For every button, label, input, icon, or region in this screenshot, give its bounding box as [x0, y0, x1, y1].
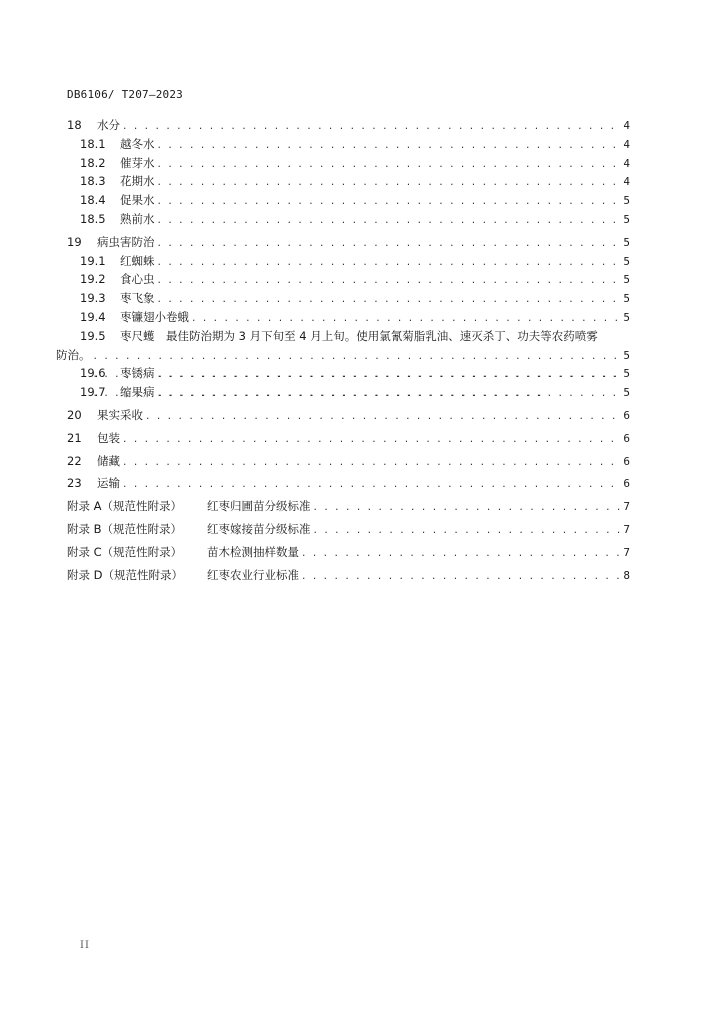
toc-entry-18-5[interactable]: [67, 210, 630, 229]
toc-title: 枣飞象: [120, 291, 155, 306]
toc-leader: [157, 212, 622, 231]
toc-title: 苗木检测抽样数量: [207, 544, 299, 559]
toc-number: 附录 D（规范性附录）: [67, 567, 184, 582]
toc-leader: [122, 431, 621, 450]
toc-title: 果实采收: [97, 407, 143, 422]
toc-entry-appendix-d[interactable]: [67, 566, 630, 585]
toc-number: 22: [67, 453, 82, 468]
toc-title: 运输: [97, 476, 120, 491]
toc-page: 5: [623, 348, 630, 362]
toc-page: 6: [623, 431, 630, 445]
toc-page: 4: [623, 156, 630, 170]
toc-entry-18-1[interactable]: [67, 135, 630, 154]
toc-leader: [145, 408, 621, 427]
toc-title: 熟前水: [120, 211, 155, 226]
toc-title: 缩果病: [120, 385, 155, 400]
toc-page: 5: [623, 367, 630, 381]
toc-title: 催芽水: [120, 155, 155, 170]
toc-title: 红蜘蛛: [120, 253, 155, 268]
toc-entry-19-7[interactable]: [67, 383, 630, 402]
toc-title: 越冬水: [120, 136, 155, 151]
toc-entry-22[interactable]: [67, 452, 630, 471]
toc-page: 6: [623, 477, 630, 491]
toc-title: 枣镰翅小卷蛾: [120, 309, 189, 324]
toc-page: 7: [623, 500, 630, 514]
toc-number: 19.4: [80, 309, 106, 324]
toc-number: 18.1: [80, 136, 106, 151]
footer-page-number: II: [80, 940, 90, 951]
toc-page: 5: [623, 235, 630, 249]
toc-title: 促果水: [120, 193, 155, 208]
toc-entry-19-6[interactable]: [67, 364, 630, 383]
toc-number: 18.3: [80, 174, 106, 189]
toc-page: 7: [623, 522, 630, 536]
toc-title: 食心虫: [120, 272, 155, 287]
toc-number: 19.5: [80, 328, 106, 343]
toc-leader: [191, 310, 621, 329]
toc-page: 5: [623, 292, 630, 306]
toc-leader: [122, 118, 621, 137]
toc-number: 23: [67, 476, 82, 491]
doc-code: DB6106/ T207—2023: [67, 88, 183, 101]
toc-entry-20[interactable]: [67, 406, 630, 425]
toc-leader: [157, 193, 622, 212]
toc-title: 枣尺蠖 最佳防治期为 3 月下旬至 4 月上旬。使用氯氰菊脂乳油、速灭杀丁、功夫等农药喷雾: [120, 328, 598, 343]
toc-number: 18.2: [80, 155, 106, 170]
toc-page: 5: [623, 194, 630, 208]
toc-entry-18-3[interactable]: [67, 172, 630, 191]
toc-entry-18-4[interactable]: [67, 191, 630, 210]
toc-leader: [157, 235, 622, 254]
toc-number: 18.4: [80, 193, 106, 208]
toc-page: 8: [623, 568, 630, 582]
toc-entry-19-4[interactable]: [67, 308, 630, 327]
toc-number: 附录 B（规范性附录）: [67, 521, 183, 536]
toc-number: 19.7: [80, 385, 106, 400]
toc-number: 19.3: [80, 291, 106, 306]
toc-leader: [157, 385, 622, 404]
toc-page: 7: [623, 545, 630, 559]
toc-entry-19-2[interactable]: [67, 270, 630, 289]
toc-leader: [157, 366, 622, 385]
toc-leader: [157, 156, 622, 175]
toc-number: 18: [67, 118, 82, 132]
toc-page: 4: [623, 137, 630, 151]
toc-entry-21[interactable]: [67, 429, 630, 448]
toc-entry-19-1[interactable]: [67, 252, 630, 271]
toc-entry-appendix-c[interactable]: [67, 543, 630, 562]
toc-page: 6: [623, 408, 630, 422]
table-of-contents: [56, 116, 630, 584]
toc-leader: [157, 291, 622, 310]
toc-entry-19-5[interactable]: [56, 327, 630, 365]
toc-leader: [157, 137, 622, 156]
toc-title: 枣锈病: [120, 366, 155, 381]
toc-page: 5: [623, 212, 630, 226]
toc-leader: [157, 254, 622, 273]
toc-number: 20: [67, 407, 82, 422]
toc-page: 5: [623, 386, 630, 400]
toc-number: 19.6: [80, 366, 106, 381]
toc-page: 6: [623, 454, 630, 468]
toc-title: 病虫害防治: [97, 234, 155, 249]
toc-leader: [157, 272, 622, 291]
toc-entry-18[interactable]: [67, 116, 630, 135]
toc-leader: [157, 174, 622, 193]
toc-leader: [313, 499, 622, 518]
toc-number: 附录 C（规范性附录）: [67, 544, 183, 559]
toc-number: 19: [67, 234, 82, 249]
toc-leader: [301, 545, 621, 564]
toc-entry-18-2[interactable]: [67, 154, 630, 173]
toc-entry-19[interactable]: [67, 233, 630, 252]
toc-leader: [122, 476, 621, 495]
toc-title-continuation: 防治。: [56, 347, 91, 362]
toc-entry-continuation: [55, 346, 630, 365]
toc-number: 19.2: [80, 272, 106, 287]
toc-entry-appendix-b[interactable]: [67, 520, 630, 539]
toc-number: 附录 A（规范性附录）: [67, 499, 183, 514]
toc-title: 红枣嫁接苗分级标准: [207, 521, 311, 536]
toc-title: 水分: [97, 118, 120, 132]
toc-leader: [313, 522, 622, 541]
toc-page: 5: [623, 254, 630, 268]
toc-title: 花期水: [120, 174, 155, 189]
toc-number: 18.5: [80, 211, 106, 226]
toc-title: 红枣归圃苗分级标准: [207, 499, 311, 514]
toc-title: 包装: [97, 430, 120, 445]
toc-entry-23[interactable]: [67, 474, 630, 493]
toc-title: 储藏: [97, 453, 120, 468]
toc-number: 21: [67, 430, 82, 445]
toc-entry-line: [67, 327, 630, 346]
toc-leader: [301, 568, 621, 587]
toc-page: 4: [623, 175, 630, 189]
toc-title: 红枣农业行业标准: [207, 567, 299, 582]
toc-number: 19.1: [80, 253, 106, 268]
toc-entry-19-3[interactable]: [67, 289, 630, 308]
toc-page: 5: [623, 273, 630, 287]
toc-leader: [122, 454, 621, 473]
toc-page: 5: [623, 310, 630, 324]
toc-entry-appendix-a[interactable]: [67, 497, 630, 516]
toc-page: 4: [623, 119, 630, 132]
